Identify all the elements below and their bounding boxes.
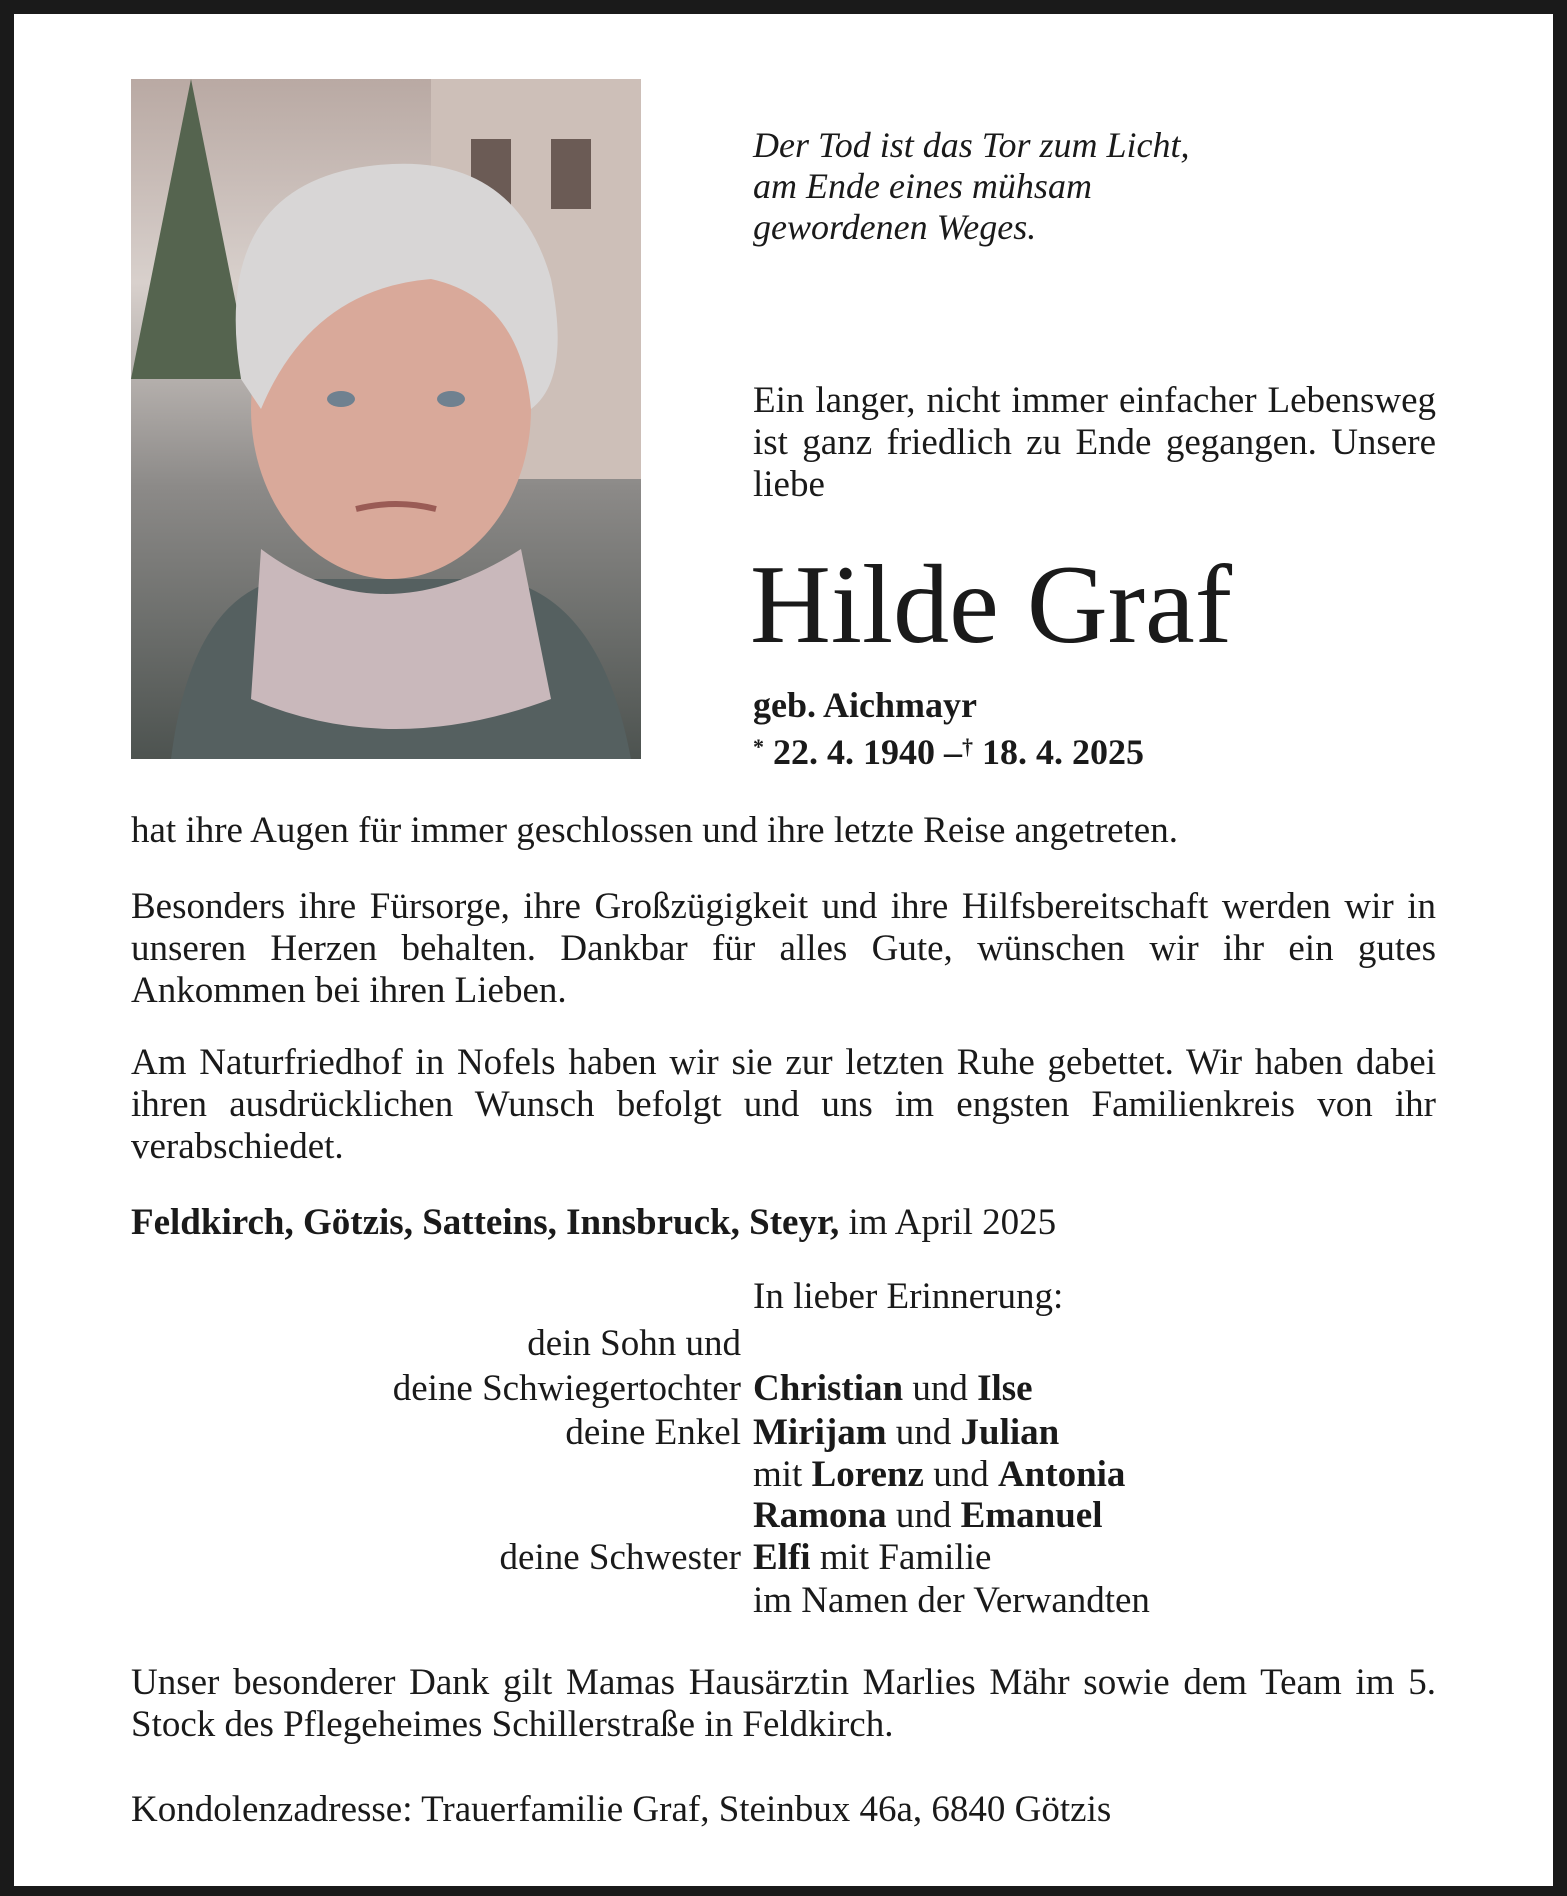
connector: mit Familie — [810, 1537, 992, 1578]
relation-daughter-in-law: deine Schwiegertochter — [392, 1368, 741, 1409]
intro-text: Ein langer, nicht immer einfacher Lebensweg ist ganz friedlich zu Ende gegangen. Unsere liebe — [753, 380, 1436, 505]
quote-line: gewordenen Weges. — [753, 207, 1037, 247]
place-date — [131, 1202, 1436, 1244]
relation-son: dein Sohn und — [527, 1323, 741, 1364]
connector: und — [903, 1368, 978, 1409]
death-symbol: † — [962, 734, 973, 759]
date-dash: – — [944, 732, 962, 772]
life-dates — [753, 726, 1144, 773]
connector: und — [886, 1495, 961, 1536]
mourner-line — [753, 1495, 1102, 1537]
birth-symbol: * — [753, 734, 764, 759]
mourner-name: Lorenz — [811, 1454, 924, 1495]
relation-grandchildren: deine Enkel — [565, 1412, 741, 1453]
memory-heading: In lieber Erinnerung: — [753, 1276, 1064, 1317]
mourner-name: Julian — [960, 1412, 1060, 1453]
mourner-name: Ilse — [977, 1368, 1033, 1409]
deceased-name: Hilde Graf — [750, 543, 1233, 667]
paragraph-3: Am Naturfriedhof in Nofels haben wir sie zur letzten Ruhe gebettet. Wir haben dabei ihren ausdrücklichen Wunsch befolgt und uns im engsten Familienkreis von ihr verabschiedet. — [131, 1042, 1436, 1167]
date-text: im April 2025 — [839, 1202, 1057, 1243]
condolence-address: Kondolenzadresse: Trauerfamilie Graf, Steinbux 46a, 6840 Götzis — [131, 1789, 1112, 1830]
thanks-paragraph: Unser besonderer Dank gilt Mamas Hausärztin Marlies Mähr sowie dem Team im 5. Stock des Pflegeheimes Schillerstraße in Feldkirch. — [131, 1662, 1436, 1745]
mourner-line — [753, 1454, 1125, 1496]
mourner-name: Elfi — [753, 1537, 811, 1578]
paragraph-2: Besonders ihre Fürsorge, ihre Großzügigkeit und ihre Hilfsbereitschaft werden wir in unseren Herzen behalten. Dankbar für alles Gute, wünschen wir ihr ein gutes Ankommen bei ihren Lieben. — [131, 886, 1436, 1011]
connector: und — [886, 1412, 961, 1453]
maiden-name: geb. Aichmayr — [753, 685, 977, 725]
death-date: 18. 4. 2025 — [982, 732, 1144, 772]
connector: und — [923, 1454, 998, 1495]
connector: mit — [753, 1454, 812, 1495]
birth-date: 22. 4. 1940 — [773, 732, 935, 772]
mourner-line — [753, 1537, 991, 1579]
portrait-photo — [131, 79, 641, 759]
relation-sister: deine Schwester — [499, 1537, 741, 1578]
mourner-line — [753, 1368, 1033, 1410]
mourner-name: Antonia — [997, 1454, 1126, 1495]
quote — [753, 125, 1189, 248]
mourner-line — [753, 1412, 1059, 1454]
mourner-name: Christian — [753, 1368, 904, 1409]
quote-line: Der Tod ist das Tor zum Licht, — [753, 125, 1190, 165]
quote-line: am Ende eines mühsam — [753, 166, 1092, 206]
mourner-name: Ramona — [753, 1495, 887, 1536]
relatives-line: im Namen der Verwandten — [753, 1580, 1150, 1621]
places: Feldkirch, Götzis, Satteins, Innsbruck, Steyr, — [131, 1202, 840, 1243]
mourner-name: Emanuel — [960, 1495, 1103, 1536]
mourner-name: Mirijam — [753, 1412, 887, 1453]
paragraph-1: hat ihre Augen für immer geschlossen und ihre letzte Reise angetreten. — [131, 810, 1178, 851]
